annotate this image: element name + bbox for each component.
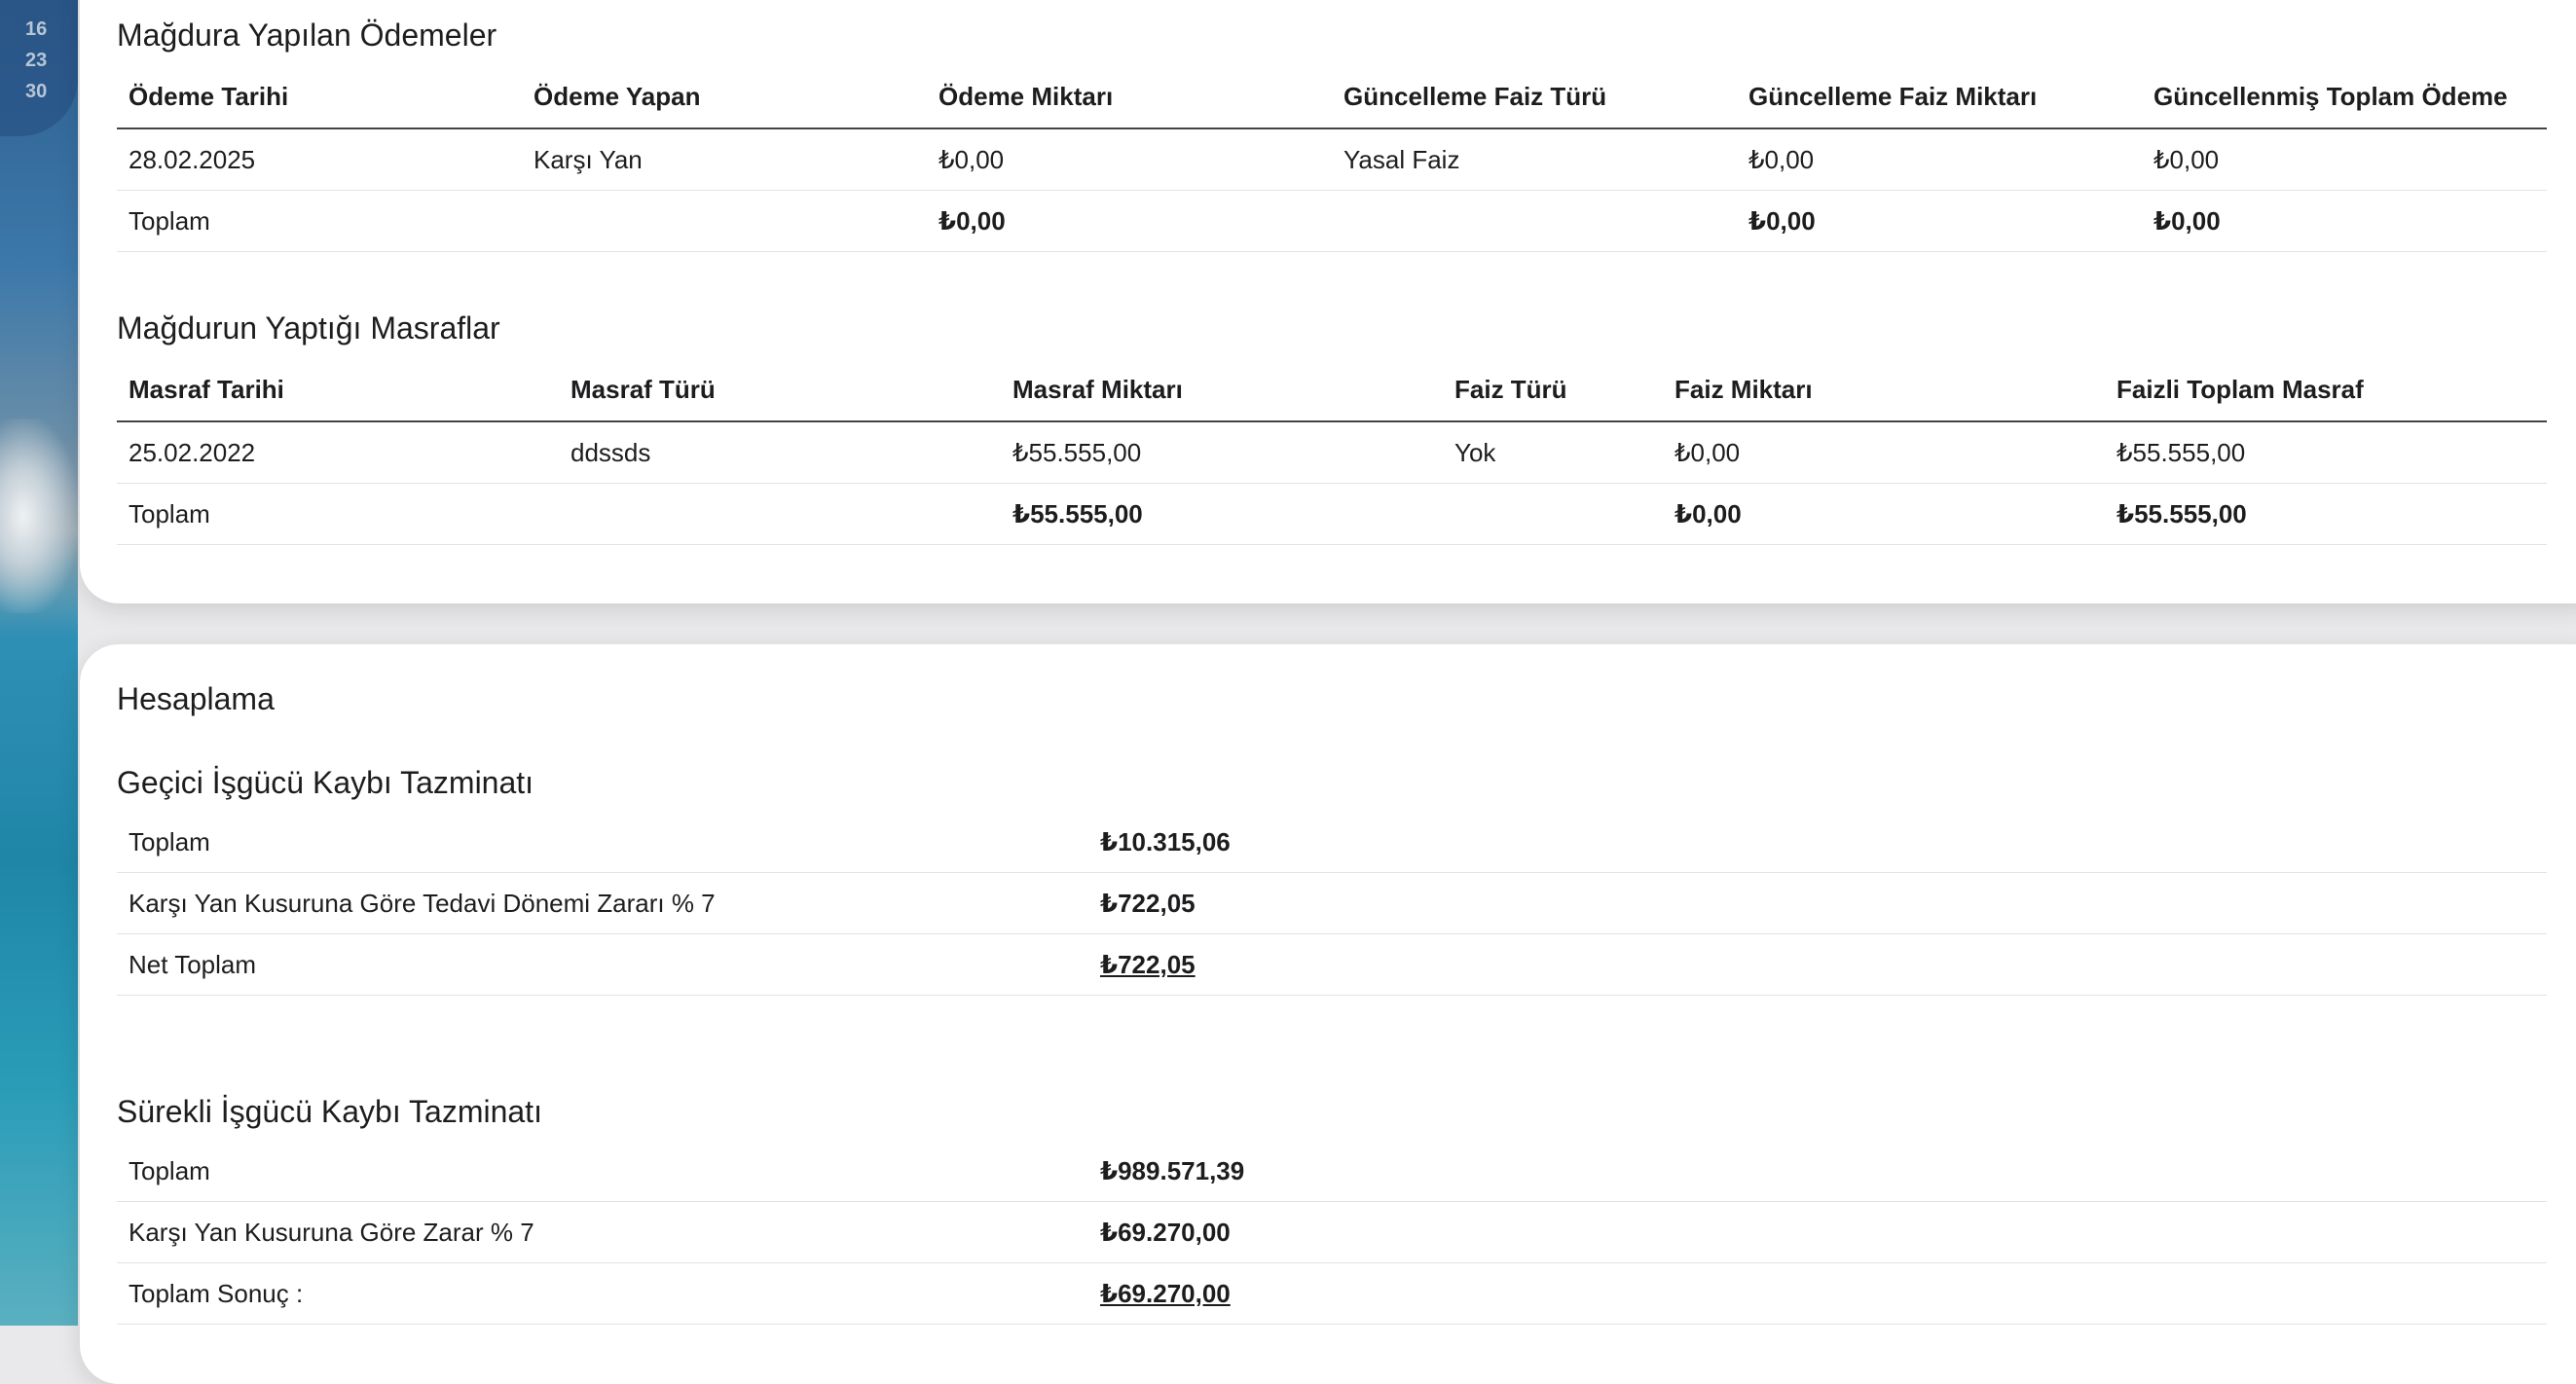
cell bbox=[1443, 484, 1663, 545]
total-value: ₺0,00 bbox=[2142, 191, 2547, 252]
row-label: Net Toplam bbox=[117, 934, 1088, 996]
background-clock-fragments bbox=[25, 14, 47, 107]
column-header: Masraf Miktarı bbox=[1001, 359, 1443, 421]
cell bbox=[1332, 191, 1737, 252]
desktop-background bbox=[0, 0, 78, 1326]
column-header: Faiz Miktarı bbox=[1663, 359, 2105, 421]
temporary-loss-title: Geçici İşgücü Kaybı Tazminatı bbox=[117, 765, 534, 800]
column-header: Masraf Türü bbox=[559, 359, 1001, 421]
column-header: Ödeme Tarihi bbox=[117, 66, 522, 128]
result-value: ₺69.270,00 bbox=[1088, 1263, 2547, 1325]
column-header: Güncelleme Faiz Miktarı bbox=[1737, 66, 2142, 128]
table-row bbox=[117, 873, 2547, 934]
column-header: Faiz Türü bbox=[1443, 359, 1663, 421]
cell: ₺0,00 bbox=[2142, 128, 2547, 191]
net-total-value: ₺722,05 bbox=[1088, 934, 2547, 996]
row-label: Toplam bbox=[117, 1141, 1088, 1202]
cell: ₺0,00 bbox=[927, 128, 1332, 191]
expenses-header-row bbox=[117, 359, 2547, 421]
row-value: ₺10.315,06 bbox=[1088, 812, 2547, 873]
row-label: Toplam bbox=[117, 812, 1088, 873]
cell: 25.02.2022 bbox=[117, 421, 559, 484]
cell: Karşı Yan bbox=[522, 128, 927, 191]
cell: Yasal Faiz bbox=[1332, 128, 1737, 191]
cell: ddssds bbox=[559, 421, 1001, 484]
payments-title: Mağdura Yapılan Ödemeler bbox=[117, 18, 497, 53]
clock-fragment: 30 bbox=[25, 81, 48, 102]
calculation-card bbox=[80, 644, 2576, 1384]
clock-fragment: 16 bbox=[25, 18, 48, 40]
total-value: ₺0,00 bbox=[1663, 484, 2105, 545]
cell bbox=[522, 191, 927, 252]
row-label: Toplam Sonuç : bbox=[117, 1263, 1088, 1325]
column-header: Güncellenmiş Toplam Ödeme bbox=[2142, 66, 2547, 128]
row-label: Karşı Yan Kusuruna Göre Tedavi Dönemi Zararı % 7 bbox=[117, 873, 1088, 934]
table-row bbox=[117, 812, 2547, 873]
total-label: Toplam bbox=[117, 484, 559, 545]
cell: 28.02.2025 bbox=[117, 128, 522, 191]
net-total-row bbox=[117, 934, 2547, 996]
row-value: ₺989.571,39 bbox=[1088, 1141, 2547, 1202]
table-row bbox=[117, 1202, 2547, 1263]
cell: ₺0,00 bbox=[1737, 128, 2142, 191]
expenses-title: Mağdurun Yaptığı Masraflar bbox=[117, 310, 500, 346]
cell: ₺55.555,00 bbox=[2105, 421, 2547, 484]
table-row bbox=[117, 128, 2547, 191]
column-header: Güncelleme Faiz Türü bbox=[1332, 66, 1737, 128]
cell: ₺55.555,00 bbox=[1001, 421, 1443, 484]
calculation-title: Hesaplama bbox=[117, 681, 275, 716]
column-header: Ödeme Yapan bbox=[522, 66, 927, 128]
column-header: Ödeme Miktarı bbox=[927, 66, 1332, 128]
total-value: ₺55.555,00 bbox=[2105, 484, 2547, 545]
row-value: ₺722,05 bbox=[1088, 873, 2547, 934]
table-row bbox=[117, 421, 2547, 484]
total-value: ₺0,00 bbox=[1737, 191, 2142, 252]
clock-fragment: 23 bbox=[25, 50, 48, 71]
cell bbox=[559, 484, 1001, 545]
permanent-loss-table bbox=[117, 1141, 2547, 1325]
permanent-loss-title: Sürekli İşgücü Kaybı Tazminatı bbox=[117, 1094, 542, 1129]
result-row bbox=[117, 1263, 2547, 1325]
temporary-loss-table bbox=[117, 812, 2547, 996]
column-header: Faizli Toplam Masraf bbox=[2105, 359, 2547, 421]
payments-table bbox=[117, 66, 2547, 252]
row-label: Karşı Yan Kusuruna Göre Zarar % 7 bbox=[117, 1202, 1088, 1263]
background-mountain bbox=[0, 419, 78, 613]
total-value: ₺0,00 bbox=[927, 191, 1332, 252]
total-value: ₺55.555,00 bbox=[1001, 484, 1443, 545]
total-row bbox=[117, 484, 2547, 545]
total-label: Toplam bbox=[117, 191, 522, 252]
cell: ₺0,00 bbox=[1663, 421, 2105, 484]
total-row bbox=[117, 191, 2547, 252]
cell: Yok bbox=[1443, 421, 1663, 484]
table-row bbox=[117, 1141, 2547, 1202]
payments-expenses-card bbox=[80, 0, 2576, 603]
column-header: Masraf Tarihi bbox=[117, 359, 559, 421]
expenses-table bbox=[117, 359, 2547, 545]
row-value: ₺69.270,00 bbox=[1088, 1202, 2547, 1263]
payments-header-row bbox=[117, 66, 2547, 128]
